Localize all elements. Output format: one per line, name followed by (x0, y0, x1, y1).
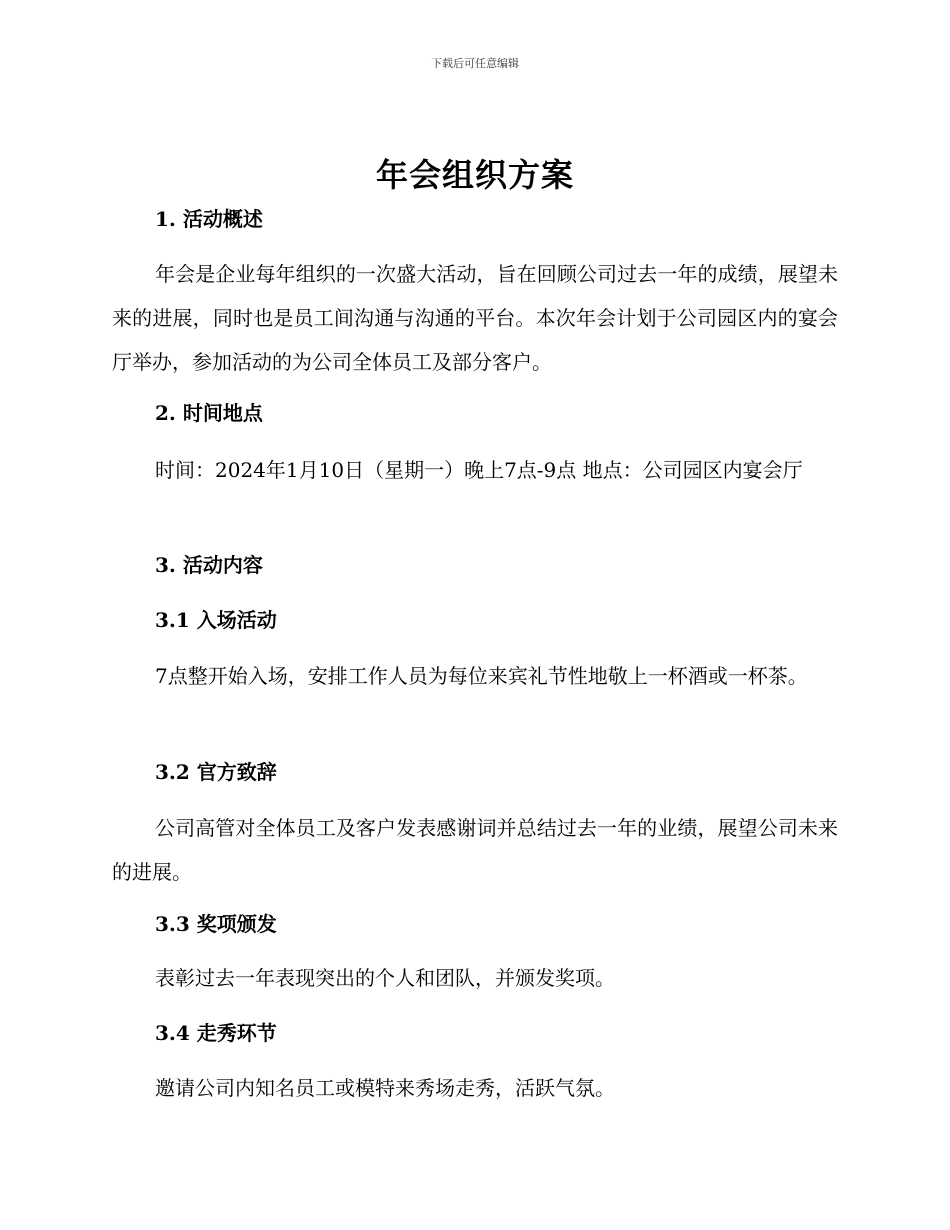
section-heading-speech: 3.2 官方致辞 (155, 760, 277, 784)
section-heading-entry: 3.1 入场活动 (155, 608, 277, 632)
header-note: 下载后可任意编辑 (431, 57, 519, 70)
section-heading-content: 3. 活动内容 (155, 553, 263, 577)
section-heading-runway: 3.4 走秀环节 (155, 1021, 277, 1045)
section-paragraph-entry: 7点整开始入场，安排工作人员为每位来宾礼节性地敬上一杯酒或一杯茶。 (155, 664, 808, 688)
document-title: 年会组织方案 (375, 156, 574, 194)
section-paragraph-time-place: 时间：2024年1月10日（星期一）晚上7点-9点 地点：公司园区内宴会厅 (155, 458, 803, 482)
section-paragraph-awards: 表彰过去一年表现突出的个人和团队，并颁发奖项。 (155, 966, 615, 990)
section-paragraph-overview: 年会是企业每年组织的一次盛大活动，旨在回顾公司过去一年的成绩，展望未来的进展，同时也是员工间沟通与沟通的平台。本次年会计划于公司园区内的宴会厅举办，参加活动的为公司全体员工及部分客户。 (112, 262, 838, 374)
section-heading-overview: 1. 活动概述 (155, 207, 263, 231)
section-heading-awards: 3.3 奖项颁发 (155, 912, 277, 936)
section-heading-time-place: 2. 时间地点 (155, 401, 263, 425)
section-paragraph-speech: 公司高管对全体员工及客户发表感谢词并总结过去一年的业绩，展望公司未来的进展。 (112, 816, 838, 884)
section-paragraph-runway: 邀请公司内知名员工或模特来秀场走秀，活跃气氛。 (155, 1076, 615, 1100)
